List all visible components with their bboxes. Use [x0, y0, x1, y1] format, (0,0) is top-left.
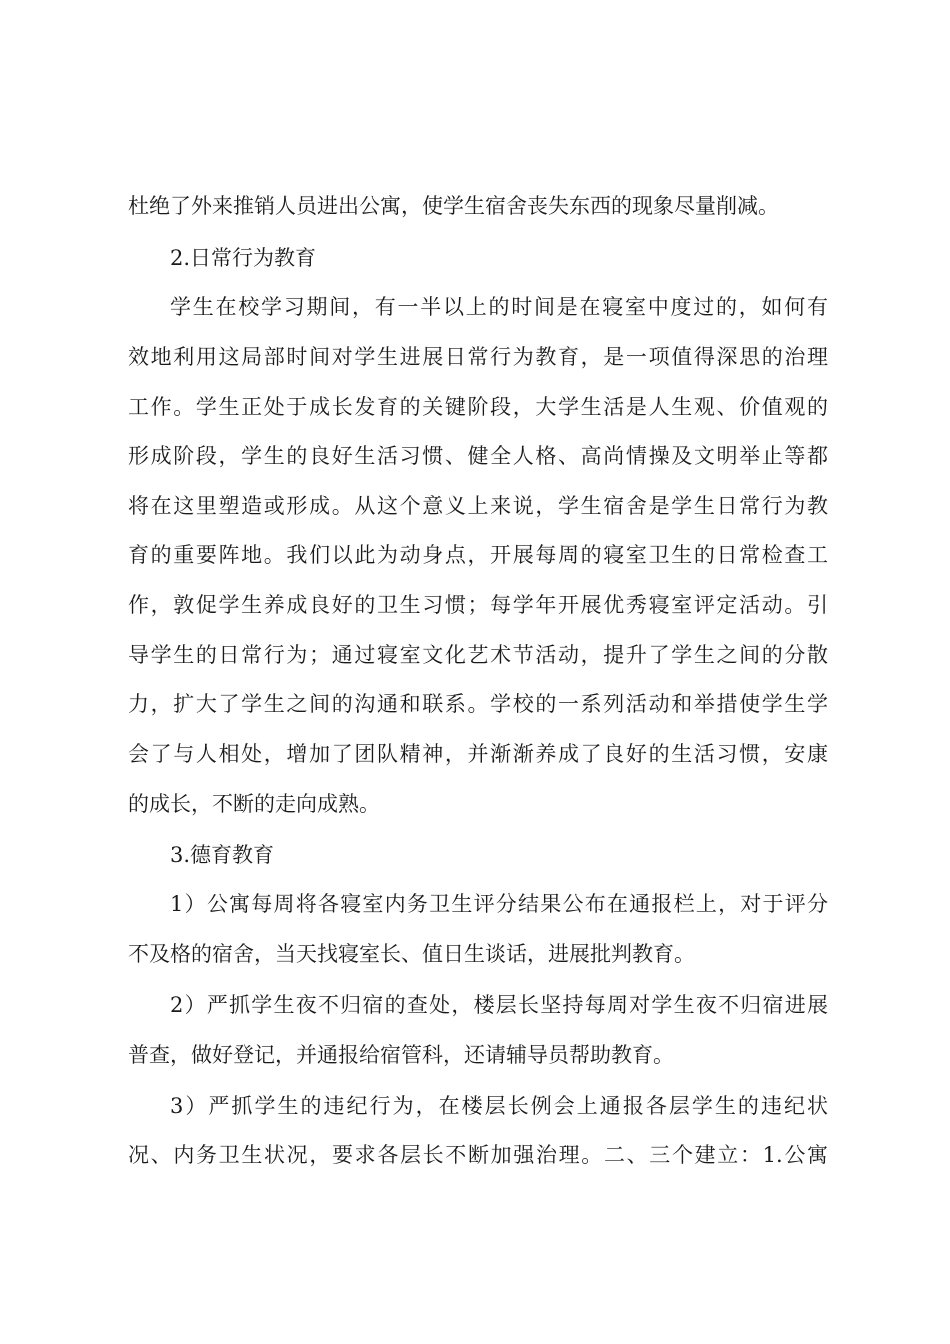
body-line: 力，扩大了学生之间的沟通和联系。学校的一系列活动和举措使学生学 [128, 692, 828, 716]
body-line: 学生在校学习期间，有一半以上的时间是在寝室中度过的，如何有 [170, 295, 828, 319]
section-heading: 3.德育教育 [170, 843, 275, 867]
body-line: 的成长，不断的走向成熟。 [128, 792, 380, 816]
body-line: 将在这里塑造或形成。从这个意义上来说，学生宿舍是学生日常行为教 [128, 494, 828, 518]
body-line: 不及格的宿舍，当天找寝室长、值日生谈话，进展批判教育。 [128, 942, 695, 966]
body-line: 效地利用这局部时间对学生进展日常行为教育，是一项值得深思的治理 [128, 345, 828, 369]
body-line: 作，敦促学生养成良好的卫生习惯；每学年开展优秀寝室评定活动。引 [128, 593, 828, 617]
body-line: 2）严抓学生夜不归宿的查处，楼层长坚持每周对学生夜不归宿进展 [170, 993, 828, 1017]
body-line: 育的重要阵地。我们以此为动身点，开展每周的寝室卫生的日常检查工 [128, 543, 828, 567]
body-line: 会了与人相处，增加了团队精神，并渐渐养成了良好的生活习惯，安康 [128, 742, 828, 766]
body-line: 杜绝了外来推销人员进出公寓，使学生宿舍丧失东西的现象尽量削减。 [128, 194, 779, 218]
body-line: 工作。学生正处于成长发育的关键阶段，大学生活是人生观、价值观的 [128, 395, 828, 419]
section-heading: 2.日常行为教育 [170, 246, 317, 270]
body-line: 1）公寓每周将各寝室内务卫生评分结果公布在通报栏上，对于评分 [170, 892, 828, 916]
body-line: 形成阶段，学生的良好生活习惯、健全人格、高尚情操及文明举止等都 [128, 444, 828, 468]
body-line: 3）严抓学生的违纪行为，在楼层长例会上通报各层学生的违纪状 [170, 1094, 828, 1118]
body-line: 普查，做好登记，并通报给宿管科，还请辅导员帮助教育。 [128, 1043, 674, 1067]
body-line: 导学生的日常行为；通过寝室文化艺术节活动，提升了学生之间的分散 [128, 643, 828, 667]
body-line: 况、内务卫生状况，要求各层长不断加强治理。二、三个建立：1.公寓 [128, 1143, 828, 1167]
